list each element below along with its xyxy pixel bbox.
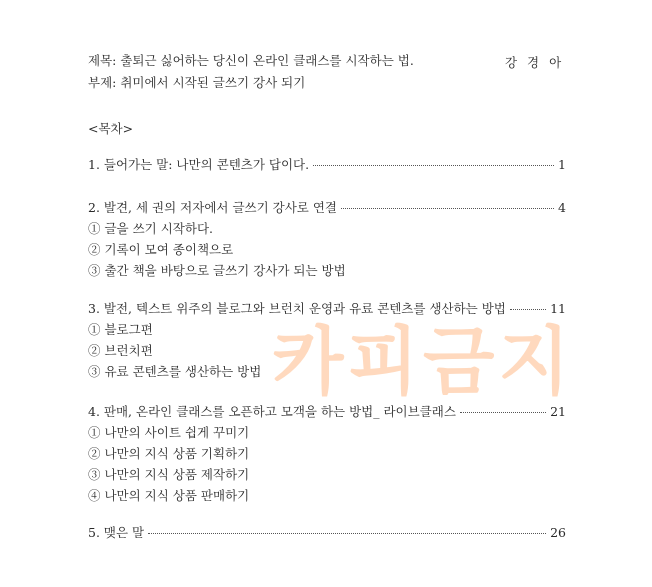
toc-entry-page: 4 <box>558 200 566 215</box>
dot-leader <box>510 309 546 310</box>
toc-subitem: ③ 나만의 지식 상품 제작하기 <box>88 467 250 482</box>
dot-leader <box>460 412 546 413</box>
toc-entry-page: 21 <box>550 404 566 419</box>
toc-entry-4 <box>88 404 566 420</box>
dot-leader <box>148 533 546 534</box>
toc-subitem: ① 블로그편 <box>88 322 153 337</box>
toc-entry-page: 26 <box>550 525 566 540</box>
toc-entry-title: 2. 발견, 세 권의 저자에서 글쓰기 강사로 연결 <box>88 200 337 215</box>
copy-prohibited-watermark: 카피금지 <box>272 319 574 405</box>
toc-entry-3 <box>88 301 566 317</box>
dot-leader <box>341 208 554 209</box>
toc-entry-5 <box>88 525 566 541</box>
toc-entry-2 <box>88 200 566 216</box>
doc-title: 제목: 출퇴근 싫어하는 당신이 온라인 클래스를 시작하는 법. <box>88 53 414 68</box>
toc-subitem: ③ 유료 콘텐츠를 생산하는 방법 <box>88 364 262 379</box>
toc-subitem: ③ 출간 책을 바탕으로 글쓰기 강사가 되는 방법 <box>88 263 346 278</box>
author-name: 강 경 아 <box>505 55 565 70</box>
toc-entry-title: 1. 들어가는 말: 나만의 콘텐츠가 답이다. <box>88 157 310 172</box>
toc-subitem: ② 브런치편 <box>88 343 153 358</box>
toc-entry-page: 1 <box>558 157 566 172</box>
toc-subitem: ② 기록이 모여 종이책으로 <box>88 242 234 257</box>
toc-heading: <목차> <box>88 121 134 136</box>
toc-entry-title: 4. 판매, 온라인 클래스를 오픈하고 모객을 하는 방법_ 라이브클래스 <box>88 404 456 419</box>
toc-subitem: ② 나만의 지식 상품 기획하기 <box>88 446 250 461</box>
toc-entry-page: 11 <box>550 301 566 316</box>
toc-entry-1 <box>88 157 566 173</box>
toc-entry-title: 5. 맺은 말 <box>88 525 145 540</box>
toc-entry-title: 3. 발전, 텍스트 위주의 블로그와 브런치 운영과 유료 콘텐츠를 생산하는 방법 <box>88 301 506 316</box>
dot-leader <box>313 165 554 166</box>
toc-subitem: ① 글을 쓰기 시작하다. <box>88 221 213 236</box>
doc-subtitle: 부제: 취미에서 시작된 글쓰기 강사 되기 <box>88 75 306 90</box>
toc-subitem: ① 나만의 사이트 쉽게 꾸미기 <box>88 425 250 440</box>
toc-subitem: ④ 나만의 지식 상품 판매하기 <box>88 488 250 503</box>
